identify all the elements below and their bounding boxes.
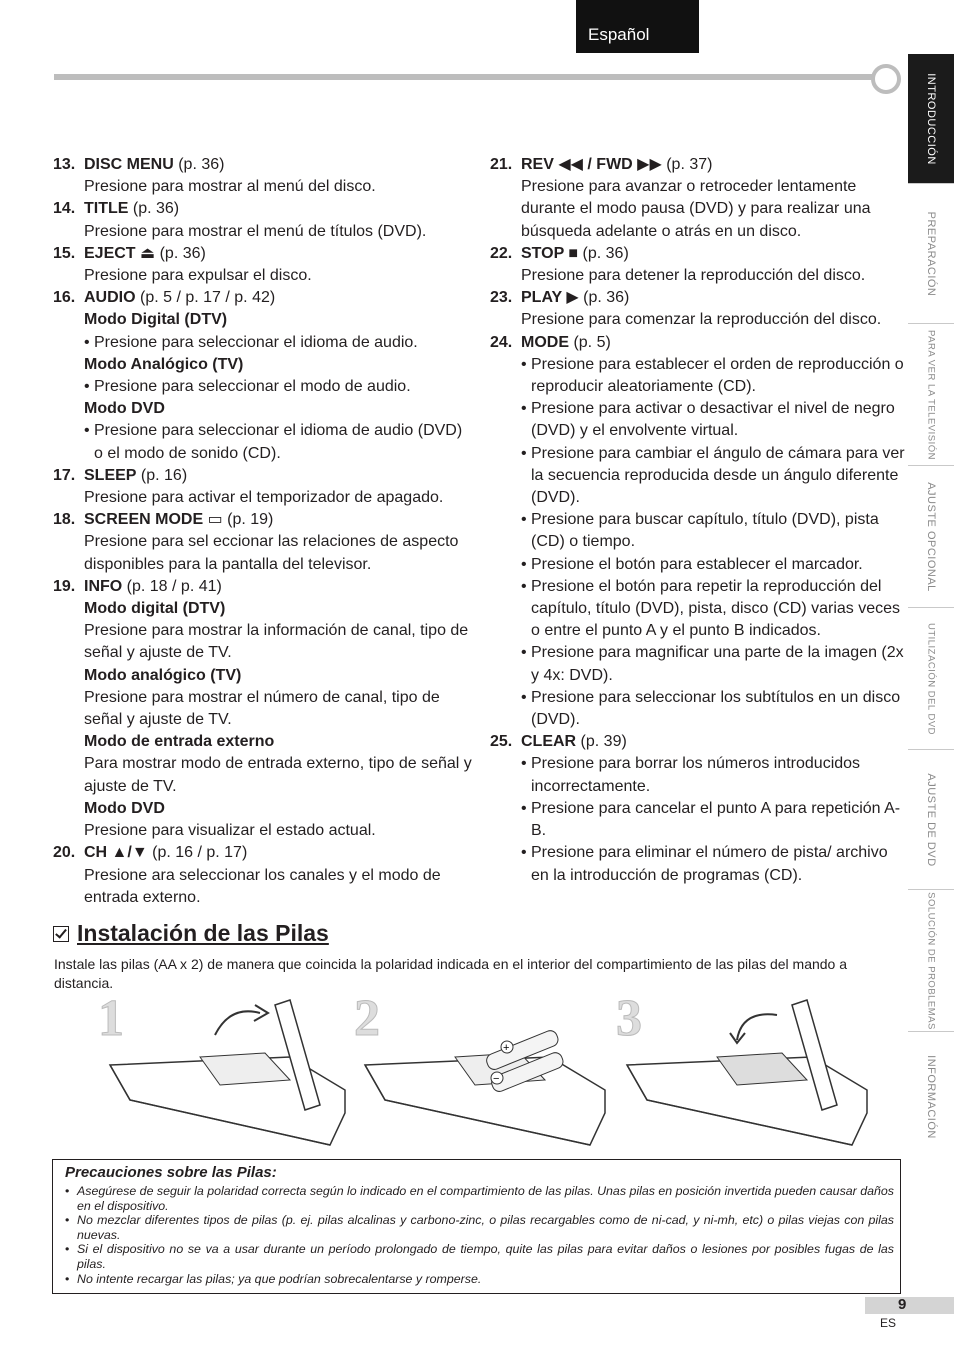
sidebar-tab-introduccion[interactable]: INTRODUCCIÓN xyxy=(908,54,954,184)
list-item: 19. INFO (p. 18 / p. 41) Modo digital (DTV) Presione para mostrar la información de canal, tipo de señal y ajuste de TV. Modo analógico (TV) Presione para mostrar el número de canal, tipo de señal y ajuste de TV. Modo de entrada externo Para mostrar modo de entrada externo, tipo de señal y ajuste de TV. Modo DVD Presione para visualizar el estado actual. xyxy=(53,577,472,840)
step-number: 1 xyxy=(98,990,124,1047)
item-title: DISC MENU xyxy=(84,156,174,173)
item-title: EJECT ⏏ xyxy=(84,244,156,262)
header-rule-circle xyxy=(871,64,901,94)
sidebar-tab-preparacion[interactable]: PREPARACIÓN xyxy=(908,184,954,324)
item-title: TITLE xyxy=(84,200,129,218)
list-item: 17. SLEEP (p. 16) Presione para activar el temporizador de apagado. xyxy=(53,466,444,507)
list-item: 20. CH ▲/▼ (p. 16 / p. 17) Presione ara seleccionar los canales y el modo de entrada externo. xyxy=(53,844,441,906)
item-title: CLEAR xyxy=(521,733,577,751)
sidebar-tab-informacion[interactable]: INFORMACIÓN xyxy=(925,1055,937,1139)
list-item: • No intente recargar las pilas; ya que podrían sobrecalentarse y romperse. xyxy=(65,1271,482,1286)
sidebar-tab-ajuste-opcional[interactable]: AJUSTE OPCIONAL xyxy=(908,466,954,608)
step-2-illustration xyxy=(350,990,610,1155)
list-item: • Asegúrese de seguir la polaridad correcta según lo indicado en el compartimiento de las pilas. Unas pilas en posición invertida pueden causar daños en el dispositivo. xyxy=(65,1184,894,1213)
remote-insert-batteries-icon xyxy=(350,995,610,1155)
remote-open-lid-icon xyxy=(90,995,350,1155)
caution-box xyxy=(52,1159,901,1294)
plus-sign: + xyxy=(503,1042,510,1054)
sidebar-tab-solucion-de-problemas[interactable]: SOLUCIÓN DE PROBLEMAS xyxy=(908,890,954,1032)
item-title: CH ▲/▼ xyxy=(84,844,148,862)
list-item: 22. STOP ■ (p. 36) Presione para detener la reproducción del disco. xyxy=(490,244,866,285)
item-title: AUDIO xyxy=(84,289,136,307)
list-item: • No mezclar diferentes tipos de pilas (p. ej. pilas alcalinas y carbono-zinc, o pilas recargables como de ni-cad, y ni-mh, etc) o pilas viejas con pilas nuevas. xyxy=(65,1213,894,1242)
list-item: • Si el dispositivo no se va a usar durante un período prolongado de tiempo, quite las pilas para evitar daños o lesiones por posibles fugas de las pilas. xyxy=(65,1242,894,1271)
item-title: INFO xyxy=(84,577,123,595)
minus-sign: − xyxy=(493,1073,500,1085)
item-title: PLAY ▶ xyxy=(521,289,579,307)
language-code: ES xyxy=(880,1316,897,1330)
page-number-box xyxy=(865,1297,954,1314)
list-item: 21. REV ◀◀ / FWD ▶▶ (p. 37) Presione para avanzar o retroceder lentamente durante el modo pausa (DVD) y para realizar una búsqueda adelante o atrás en un disco. xyxy=(490,156,871,240)
list-item: 24. MODE (p. 5) • Presione para establecer el orden de reproducción o reproducir aleatoriamente (CD). • Presione para activar o desactivar el nivel de negro (DVD) y el envolvente virtual. • Presione para cambiar el ángulo de cámara para ver la secuencia reproducida desde un ángulo diferente (DVD). • Presione para buscar capítulo, título (DVD), pista (CD) o tiempo. • Presione el botón para establecer el marcador. • Presione el botón para repetir la reproducción del capítulo, título (DVD), pista, disco (CD) varias veces o entre el punto A y el punto B indicados. • Presione para magnificar una parte de la imagen (2x y 4x: DVD). • Presione para seleccionar los subtítulos en un disco (DVD). xyxy=(490,333,905,729)
right-column xyxy=(490,154,906,887)
step-number: 2 xyxy=(354,990,380,1047)
page-number: 9 xyxy=(898,1296,907,1313)
list-item: 25. CLEAR (p. 39) • Presione para borrar los números introducidos incorrectamente. • Presione para cancelar el punto A para repetición A-B. • Presione para eliminar el número de pista/ archivo en la introducción de programas (CD). xyxy=(490,733,901,884)
sidebar-tab-ajuste-de-dvd[interactable]: AJUSTE DE DVD xyxy=(908,750,954,890)
language-tab: Español xyxy=(576,0,699,53)
list-item: 16. AUDIO (p. 5 / p. 17 / p. 42) Modo Digital (DTV) • Presione para seleccionar el idioma de audio. Modo Analógico (TV) • Presione para seleccionar el modo de audio. Modo DVD • Presione para seleccionar el idioma de audio (DVD) o el modo de sonido (CD). xyxy=(53,289,463,462)
list-item: 23. PLAY ▶ (p. 36) Presione para comenzar la reproducción del disco. xyxy=(490,289,882,329)
list-item: 13. DISC MENU (p. 36) Presione para mostrar al menú del disco. xyxy=(53,156,376,196)
section-title: Instalación de las Pilas xyxy=(53,920,329,947)
item-title: SLEEP xyxy=(84,466,137,484)
sidebar-tab-utilizacion-del-dvd[interactable]: UTILIZACIÓN DEL DVD xyxy=(908,608,954,750)
step-3-illustration xyxy=(612,990,872,1155)
sidebar-tab-para-ver-la-television[interactable]: PARA VER LA TELEVISIÓN xyxy=(908,324,954,466)
list-item: 15. EJECT ⏏ (p. 36) Presione para expulsar el disco. xyxy=(53,244,312,285)
item-title: REV ◀◀ / FWD ▶▶ xyxy=(521,156,662,173)
remote-close-lid-icon xyxy=(612,995,872,1155)
step-1-illustration xyxy=(90,990,350,1155)
step-number: 3 xyxy=(616,990,642,1047)
list-item: 14. TITLE (p. 36) Presione para mostrar el menú de títulos (DVD). xyxy=(53,200,427,240)
header-rule xyxy=(54,74,874,80)
caution-title: Precauciones sobre las Pilas: xyxy=(65,1164,277,1181)
item-title: SCREEN MODE ▭ xyxy=(84,511,223,529)
item-title: MODE xyxy=(521,333,569,351)
checkbox-icon xyxy=(53,926,69,942)
item-title: STOP ■ xyxy=(521,244,579,262)
list-item: 18. SCREEN MODE ▭ (p. 19) Presione para sel eccionar las relaciones de aspecto disponibles para la pantalla del televisor. xyxy=(53,511,459,573)
section-intro: Instale las pilas (AA x 2) de manera que coincida la polaridad indicada en el interior del compartimiento de las pilas del mando a distancia. xyxy=(54,956,848,991)
left-column xyxy=(53,154,473,909)
